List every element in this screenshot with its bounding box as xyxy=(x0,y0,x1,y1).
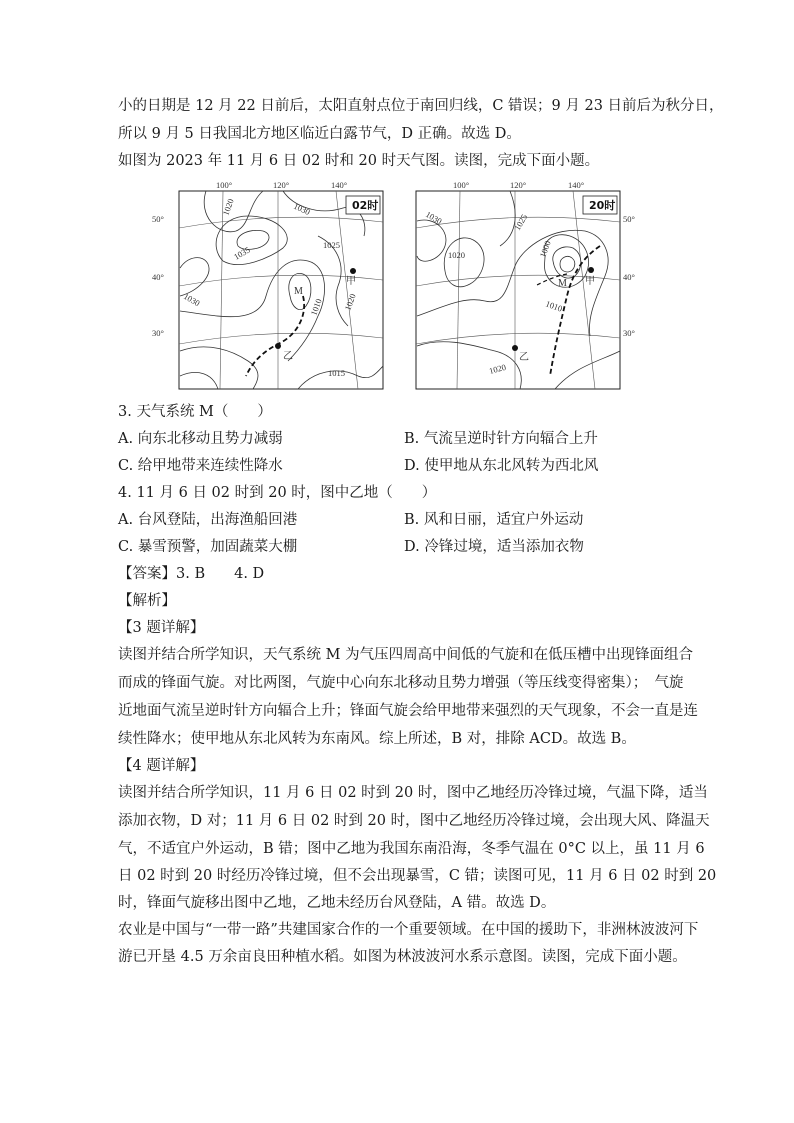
isobar-label: 1010 xyxy=(544,298,564,314)
q3-option-c[interactable]: C. 给甲地带来连续性降水 xyxy=(118,458,283,474)
text-line: 农业是中国与“一带一路”共建国家合作的一个重要领域。在中国的援助下，非洲林波波河下 xyxy=(118,922,699,938)
isobar-label: 1030 xyxy=(182,291,202,309)
text-line: 添加衣物，D 对；11 月 6 日 02 时到 20 时，图中乙地经历冷锋过境，会出现大风、降温天 xyxy=(118,813,710,829)
weather-map-20h-figure xyxy=(415,176,635,390)
isobar-label: 1030 xyxy=(292,200,312,217)
isobar-label: 1025 xyxy=(323,240,340,250)
isobar-label: 1015 xyxy=(328,368,345,378)
question-4-stem: 4. 11 月 6 日 02 时到 20 时，图中乙地（ ） xyxy=(118,485,437,501)
point-a-marker xyxy=(350,268,356,274)
isobar-label: 1020 xyxy=(220,197,236,217)
point-b-marker xyxy=(512,345,518,351)
lat-label: 40° xyxy=(152,272,164,282)
text-line: 续性降水；使甲地从东北风转为东南风。综上所述，B 对，排除 ACD。故选 B。 xyxy=(118,731,636,747)
lon-label: 120° xyxy=(273,180,290,190)
text-line: 游已开垦 4.5 万余亩良田种植水稻。如图为林波波河水系示意图。读图，完成下面小题。 xyxy=(118,949,687,965)
cyclone-center-label: M xyxy=(294,286,303,297)
point-b-marker xyxy=(275,343,281,349)
text-line: 近地面气流呈逆时针方向辐合上升；锋面气旋会给甲地带来强烈的天气现象，不会一直是连 xyxy=(118,703,698,719)
time-label: 20时 xyxy=(589,199,616,212)
lat-label: 50° xyxy=(152,214,164,224)
point-b-label: 乙 xyxy=(283,351,293,362)
q4-option-d[interactable]: D. 冷锋过境，适当添加衣物 xyxy=(404,539,584,555)
text-line: 小的日期是 12 月 22 日前后，太阳直射点位于南回归线，C 错误；9 月 23 日前后为秋分日， xyxy=(118,98,724,114)
question-3-stem: 3. 天气系统 M（ ） xyxy=(118,404,272,420)
time-label: 02时 xyxy=(352,199,379,212)
lon-label: 140° xyxy=(568,180,585,190)
isobar-label: 1020 xyxy=(487,361,507,376)
lon-label: 100° xyxy=(453,180,470,190)
text-line: 所以 9 月 5 日我国北方地区临近白露节气，D 正确。故选 D。 xyxy=(118,126,521,142)
isobar-label: 1020 xyxy=(342,292,358,312)
isobar-label: 1010 xyxy=(308,297,324,317)
q3-option-a[interactable]: A. 向东北移动且势力减弱 xyxy=(118,431,283,447)
q4-option-a[interactable]: A. 台风登陆，出海渔船回港 xyxy=(118,512,298,528)
isobar-label: 1035 xyxy=(232,244,252,262)
point-a-label: 甲 xyxy=(585,276,595,287)
isobar-label: 1020 xyxy=(448,250,465,260)
text-line: 读图并结合所学知识，11 月 6 日 02 时到 20 时，图中乙地经历冷锋过境，气温下降，适当 xyxy=(118,785,708,801)
q4-option-b[interactable]: B. 风和日丽，适宜户外运动 xyxy=(404,512,584,528)
longitude-line xyxy=(573,191,595,389)
isobar-label: 1025 xyxy=(512,212,530,232)
weather-map-02h-figure xyxy=(152,176,384,390)
cyclone-center-label: M xyxy=(558,278,567,289)
lon-label: 140° xyxy=(331,180,348,190)
q3-option-d[interactable]: D. 使甲地从东北风转为西北风 xyxy=(404,458,599,474)
point-a-label: 甲 xyxy=(346,276,356,287)
longitude-line xyxy=(336,191,358,389)
weather-map-02h xyxy=(152,176,384,390)
isobar-label: 1000 xyxy=(537,239,553,259)
longitude-line xyxy=(457,191,460,389)
text-line: 气，不适宜户外运动，B 错；图中乙地为我国东南沿海，冬季气温在 0°C 以上，虽 11 月 6 xyxy=(118,841,705,857)
lon-label: 100° xyxy=(216,180,233,190)
detail-3-heading: 【3 题详解】 xyxy=(118,620,205,636)
text-line: 时，锋面气旋移出图中乙地，乙地未经历台风登陆，A 错。故选 D。 xyxy=(118,895,556,911)
weather-map-20h xyxy=(415,176,635,390)
text-line: 而成的锋面气旋。对比两图，气旋中心向东北移动且势力增强（等压线变得密集）； 气旋 xyxy=(118,675,684,691)
isobars xyxy=(180,191,383,389)
answer-line: 【答案】3. B 4. D xyxy=(118,566,265,582)
q3-option-b[interactable]: B. 气流呈逆时针方向辐合上升 xyxy=(404,431,598,447)
lat-label: 30° xyxy=(623,328,635,338)
point-b-label: 乙 xyxy=(519,352,529,363)
q4-option-c[interactable]: C. 暴雪预警，加固蔬菜大棚 xyxy=(118,539,298,555)
lat-label: 30° xyxy=(152,328,164,338)
detail-4-heading: 【4 题详解】 xyxy=(118,758,205,774)
lat-label: 40° xyxy=(623,272,635,282)
lon-label: 120° xyxy=(510,180,527,190)
intro-text: 如图为 2023 年 11 月 6 日 02 时和 20 时天气图。读图，完成下面小题。 xyxy=(118,153,600,169)
isobar-label: 1030 xyxy=(424,209,444,227)
text-line: 日 02 时到 20 时经历冷锋过境，但不会出现暴雪，C 错；读图可见，11 月 6 日 02 时到 20 xyxy=(118,868,717,884)
analysis-heading: 【解析】 xyxy=(118,593,176,609)
lat-label: 50° xyxy=(623,214,635,224)
longitude-line xyxy=(220,191,223,389)
point-a-marker xyxy=(588,267,594,273)
text-line: 读图并结合所学知识，天气系统 M 为气压四周高中间低的气旋和在低压槽中出现锋面组合 xyxy=(118,647,694,663)
